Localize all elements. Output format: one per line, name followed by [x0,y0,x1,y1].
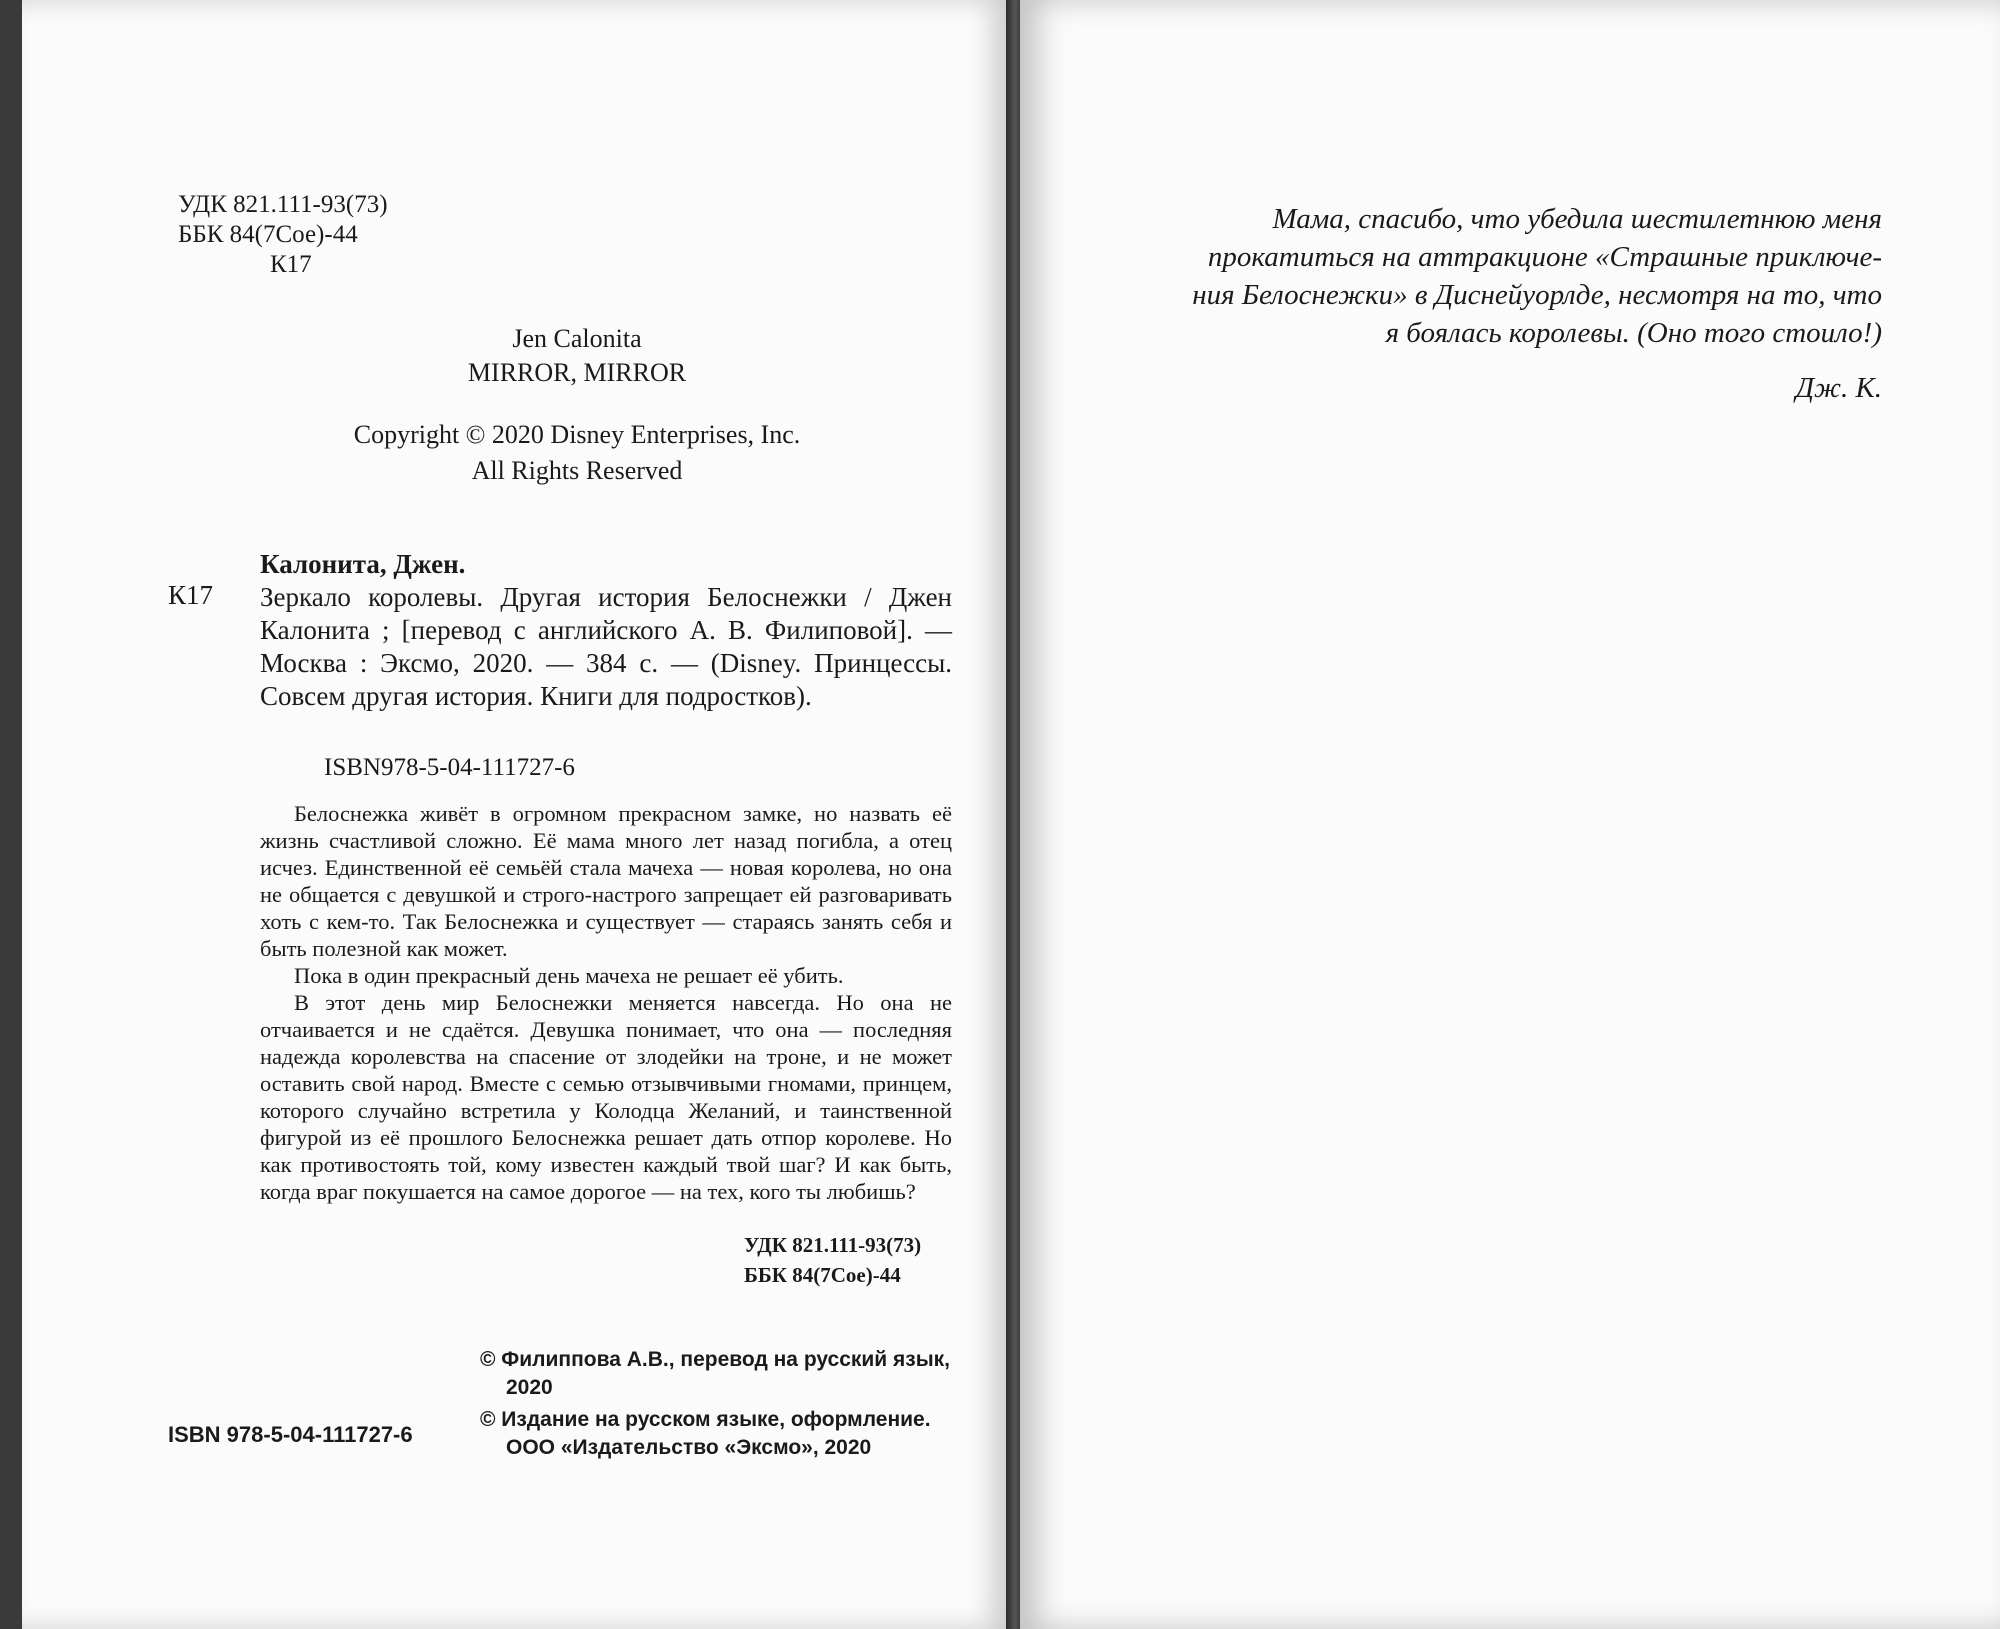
annotation-paragraph: В этот день мир Белоснежки меняется навсегда. Но она не отчаивается и не сдаётся. Девушка понимает, что она — последняя надежда королевства на спасение от злодейки на троне, и не может оставить свой народ. Вместе с семью отзывчивыми гномами, принцем, которого случайно встретила у Колодца Желаний, и таинственной фигурой из её прошлого Белоснежка решает дать отпор королеве. Но как противостоять той, кому известен каждый твой шаг? И как быть, когда враг покушается на самое дорогое — на тех, кого ты любишь? [260,990,952,1204]
annotation-paragraph: Белоснежка живёт в огромном прекрасном замке, но назвать её жизнь счастливой сложно. Её мама много лет назад погибла, а отец исчез. Единственной её семьёй стала мачеха — новая королева, но она не общается с девушкой и строго-настрого запрещает ей разговаривать хоть с кем-то. Так Белоснежка и существует — стараясь занять себя и быть полезной как может. [260,801,952,961]
edition-copyright: © Издание на русском языке, оформление. ООО «Издательство «Эксмо», 2020 [480,1408,931,1459]
dedication-line: я боялась королевы. (Оно того стоило!) [1385,317,1882,349]
copyright-line: Copyright © 2020 Disney Enterprises, Inc. [353,420,801,449]
udk-header [178,190,388,280]
author-sign: К17 [270,251,312,278]
isbn-bottom: ISBN 978-5-04-111727-6 [168,1422,413,1447]
udk-footer [744,1230,921,1290]
dedication-line: Мама, спасибо, что убедила шестилетнюю меня [1272,203,1882,235]
biblio-description: Зеркало королевы. Другая история Белоснежки / Джен Калонита ; [перевод с английского А. В. Филиповой]. — Москва : Эксмо, 2020. — 384 с. — (Disney. Принцессы. Совсем другая история. Книги для подростков). [260,582,952,711]
original-title: MIRROR, MIRROR [467,358,687,387]
udk-code: УДК 821.111-93(73) [744,1233,922,1257]
biblio-author: Калонита, Джен. [260,549,466,579]
original-author: Jen Calonita [512,324,642,353]
side-code: К17 [168,580,214,610]
dedication-signature: Дж. К. [1795,372,1882,404]
dedication-line: прокатиться на аттракционе «Страшные приключе- [1207,241,1882,273]
annotation [260,800,952,1205]
udk-code: УДК 821.111-93(73) [178,191,388,218]
left-page [22,0,1010,1629]
copyright-notes [480,1346,960,1466]
translation-copyright: © Филиппова А.В., перевод на русский язык, 2020 [480,1348,951,1399]
bibliographic-record [260,548,952,713]
bbk-code: ББК 84(7Сое)-44 [744,1263,901,1287]
dedication [1142,200,1882,352]
right-page [1020,0,2000,1629]
isbn-inline: ISBN978-5-04-111727-6 [324,754,575,781]
annotation-paragraph: Пока в один прекрасный день мачеха не решает её убить. [294,963,844,988]
bbk-code: ББК 84(7Сое)-44 [178,221,358,248]
dedication-line: ния Белоснежки» в Диснейуорлде, несмотря на то, что [1192,279,1882,311]
rights-line: All Rights Reserved [471,456,683,485]
